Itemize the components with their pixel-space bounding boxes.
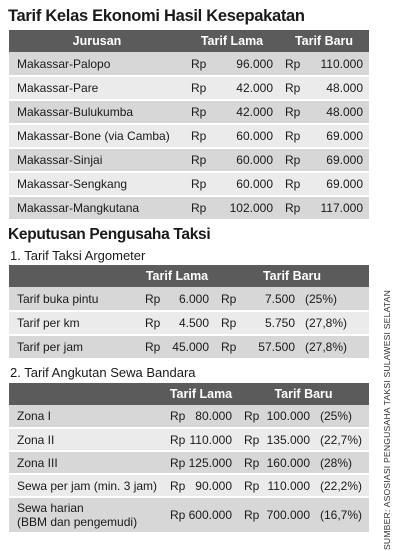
new-currency: Rp xyxy=(238,428,260,451)
old-fare: 60.000 xyxy=(207,148,279,172)
new-currency: Rp xyxy=(279,76,301,100)
new-currency: Rp xyxy=(238,451,260,474)
section1-title: Tarif Kelas Ekonomi Hasil Kesepakatan xyxy=(8,7,305,25)
fare-label: Tarif per km xyxy=(9,311,139,335)
new-fare: 135.000 xyxy=(260,428,316,451)
percent-change: (22,2%) xyxy=(316,474,369,497)
percent-change: (25%) xyxy=(316,405,369,428)
old-currency: Rp xyxy=(139,287,163,311)
new-currency: Rp xyxy=(215,287,237,311)
route-cell: Makassar-Sinjai xyxy=(9,148,185,172)
new-fare: 69.000 xyxy=(301,124,369,148)
new-fare: 117.000 xyxy=(301,196,369,220)
header-tarif-baru: Tarif Baru xyxy=(279,30,369,52)
table-header xyxy=(9,383,369,405)
fare-label: Tarif per jam xyxy=(9,335,139,359)
taxi-meter-table xyxy=(9,265,369,360)
route-cell: Makassar-Pare xyxy=(9,76,185,100)
table-row xyxy=(9,100,369,124)
old-fare: 96.000 xyxy=(207,52,279,76)
table-row xyxy=(9,76,369,100)
old-fare: 60.000 xyxy=(207,124,279,148)
old-fare: 125.000 xyxy=(188,451,238,474)
new-fare: 5.750 xyxy=(237,311,301,335)
new-fare: 48.000 xyxy=(301,76,369,100)
fare-label: Tarif buka pintu xyxy=(9,287,139,311)
old-fare: 4.500 xyxy=(163,311,215,335)
old-fare: 60.000 xyxy=(207,172,279,196)
new-fare: 7.500 xyxy=(237,287,301,311)
new-fare: 160.000 xyxy=(260,451,316,474)
old-fare: 42.000 xyxy=(207,100,279,124)
zone-label: Zona II xyxy=(9,428,164,451)
old-fare: 45.000 xyxy=(163,335,215,359)
old-currency: Rp xyxy=(185,196,207,220)
new-currency: Rp xyxy=(279,100,301,124)
table-row xyxy=(9,451,369,474)
old-currency: Rp xyxy=(185,52,207,76)
old-currency: Rp xyxy=(185,172,207,196)
new-fare: 100.000 xyxy=(260,405,316,428)
section2-title: Keputusan Pengusaha Taksi xyxy=(8,226,211,243)
percent-change: (28%) xyxy=(316,451,369,474)
zone-label: Sewa harian xyxy=(17,501,84,515)
header-tarif-lama: Tarif Lama xyxy=(164,383,238,405)
economy-fare-table xyxy=(9,30,369,221)
header-jurusan: Jurusan xyxy=(9,30,185,52)
table-row xyxy=(9,428,369,451)
route-cell: Makassar-Sengkang xyxy=(9,172,185,196)
table-row xyxy=(9,335,369,359)
old-fare: 600.000 xyxy=(188,497,238,533)
new-currency: Rp xyxy=(238,405,260,428)
new-currency: Rp xyxy=(238,474,260,497)
header-tarif-baru: Tarif Baru xyxy=(215,265,369,287)
new-fare: 48.000 xyxy=(301,100,369,124)
route-cell: Makassar-Palopo xyxy=(9,52,185,76)
source-text: SUMBER: ASOSIASI PENGUSAHA TAKSI SULAWESI SELATAN xyxy=(382,289,392,550)
old-currency: Rp xyxy=(164,474,188,497)
new-fare: 69.000 xyxy=(301,172,369,196)
new-fare: 69.000 xyxy=(301,148,369,172)
new-fare: 700.000 xyxy=(260,497,316,533)
old-fare: 110.000 xyxy=(188,428,238,451)
part1-title: 1. Tarif Taksi Argometer xyxy=(10,248,146,263)
table-row xyxy=(9,196,369,220)
new-fare: 110.000 xyxy=(301,52,369,76)
table-row xyxy=(9,172,369,196)
percent-change: (27,8%) xyxy=(301,311,369,335)
percent-change: (25%) xyxy=(301,287,369,311)
header-blank xyxy=(9,265,139,287)
route-cell: Makassar-Mangkutana xyxy=(9,196,185,220)
zone-label: Sewa per jam (min. 3 jam) xyxy=(9,474,164,497)
source-credit xyxy=(381,289,393,550)
old-currency: Rp xyxy=(185,76,207,100)
part2-title: 2. Tarif Angkutan Sewa Bandara xyxy=(10,365,196,380)
table-row xyxy=(9,148,369,172)
zone-label: Zona I xyxy=(9,405,164,428)
table-header xyxy=(9,30,369,52)
table-row xyxy=(9,311,369,335)
route-cell: Makassar-Bulukumba xyxy=(9,100,185,124)
old-fare: 102.000 xyxy=(207,196,279,220)
old-currency: Rp xyxy=(185,100,207,124)
new-currency: Rp xyxy=(279,52,301,76)
new-currency: Rp xyxy=(279,196,301,220)
zone-label: Zona III xyxy=(9,451,164,474)
table-row xyxy=(9,497,369,533)
table-header xyxy=(9,265,369,287)
old-fare: 6.000 xyxy=(163,287,215,311)
new-currency: Rp xyxy=(238,497,260,533)
old-fare: 80.000 xyxy=(188,405,238,428)
table-row xyxy=(9,287,369,311)
route-cell: Makassar-Bone (via Camba) xyxy=(9,124,185,148)
percent-change: (22,7%) xyxy=(316,428,369,451)
header-tarif-lama: Tarif Lama xyxy=(139,265,215,287)
new-currency: Rp xyxy=(279,172,301,196)
zone-label-detail: (BBM dan pengemudi) xyxy=(17,515,138,529)
percent-change: (16,7%) xyxy=(316,497,369,533)
old-currency: Rp xyxy=(164,405,188,428)
percent-change: (27,8%) xyxy=(301,335,369,359)
new-fare: 110.000 xyxy=(260,474,316,497)
table-row xyxy=(9,405,369,428)
old-currency: Rp xyxy=(164,451,188,474)
header-tarif-lama: Tarif Lama xyxy=(185,30,279,52)
table-row xyxy=(9,474,369,497)
new-currency: Rp xyxy=(215,311,237,335)
table-row xyxy=(9,52,369,76)
zone-label-cell xyxy=(9,497,164,533)
old-currency: Rp xyxy=(164,428,188,451)
old-fare: 42.000 xyxy=(207,76,279,100)
old-currency: Rp xyxy=(139,311,163,335)
old-currency: Rp xyxy=(185,148,207,172)
new-currency: Rp xyxy=(215,335,237,359)
old-currency: Rp xyxy=(185,124,207,148)
old-currency: Rp xyxy=(139,335,163,359)
new-currency: Rp xyxy=(279,148,301,172)
airport-rental-table xyxy=(9,383,369,534)
new-fare: 57.500 xyxy=(237,335,301,359)
header-tarif-baru: Tarif Baru xyxy=(238,383,369,405)
old-fare: 90.000 xyxy=(188,474,238,497)
header-blank xyxy=(9,383,164,405)
table-row xyxy=(9,124,369,148)
new-currency: Rp xyxy=(279,124,301,148)
old-currency: Rp xyxy=(164,497,188,533)
